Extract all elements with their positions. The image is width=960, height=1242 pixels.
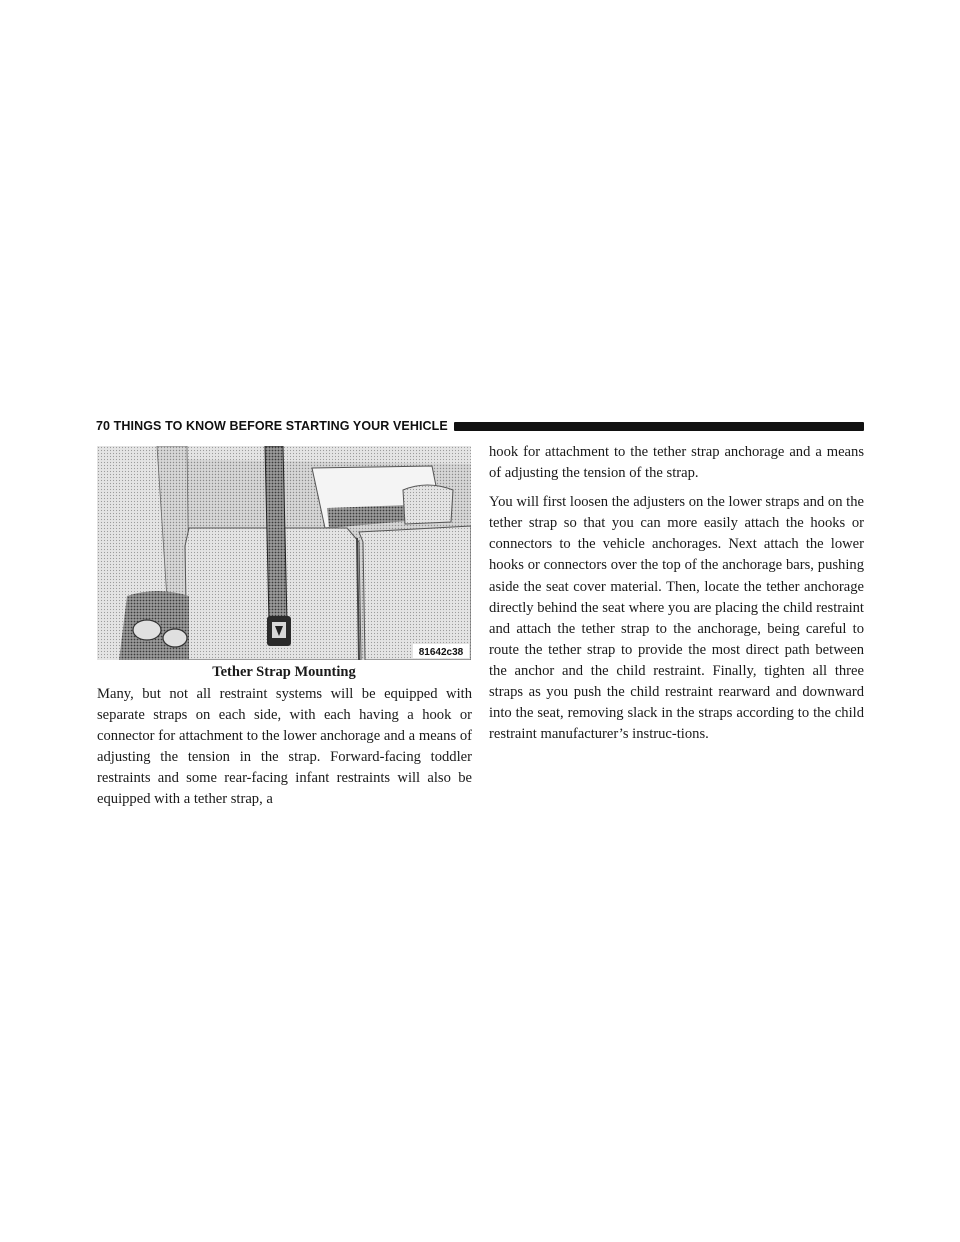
body-paragraph: You will first loosen the adjusters on the lower straps and on the tether strap so that you can more easily attach the hooks or connectors to the vehicle anchorages. Next attach the lower hooks or connectors over the top of the anchorage bars, pushing aside the seat cover material. Then, locate the tether anchorage directly behind the seat where you are placing the child restraint and attach the tether strap to the anchorage, being careful to route the tether strap to provide the most direct path between the anchor and the child restraint. Finally, tighten all three straps as you push the child restraint rearward and downward into the seat, removing slack in the straps according to the child restraint manufacturer’s instruc-tions. xyxy=(489,494,864,743)
left-column xyxy=(97,684,472,819)
page-header xyxy=(96,416,864,436)
body-paragraph: hook for attachment to the tether strap anchorage and a means of adjusting the tension of the strap. xyxy=(489,444,864,482)
figure-code: 81642c38 xyxy=(418,647,464,658)
right-column xyxy=(489,442,864,753)
body-paragraph: Many, but not all restraint systems will be equipped with separate straps on each side, with each having a hook or connector for attachment to the lower anchorage and a means of adjusting the tension in the strap. Forward-facing toddler restraints and some rear-facing infant restraints will also be equipped with a tether strap, a xyxy=(97,686,472,808)
tether-strap-illustration xyxy=(97,446,471,660)
page-header-text: 70 THINGS TO KNOW BEFORE STARTING YOUR VEHICLE xyxy=(96,419,448,433)
header-rule xyxy=(454,422,864,431)
figure-caption: Tether Strap Mounting xyxy=(212,664,356,680)
